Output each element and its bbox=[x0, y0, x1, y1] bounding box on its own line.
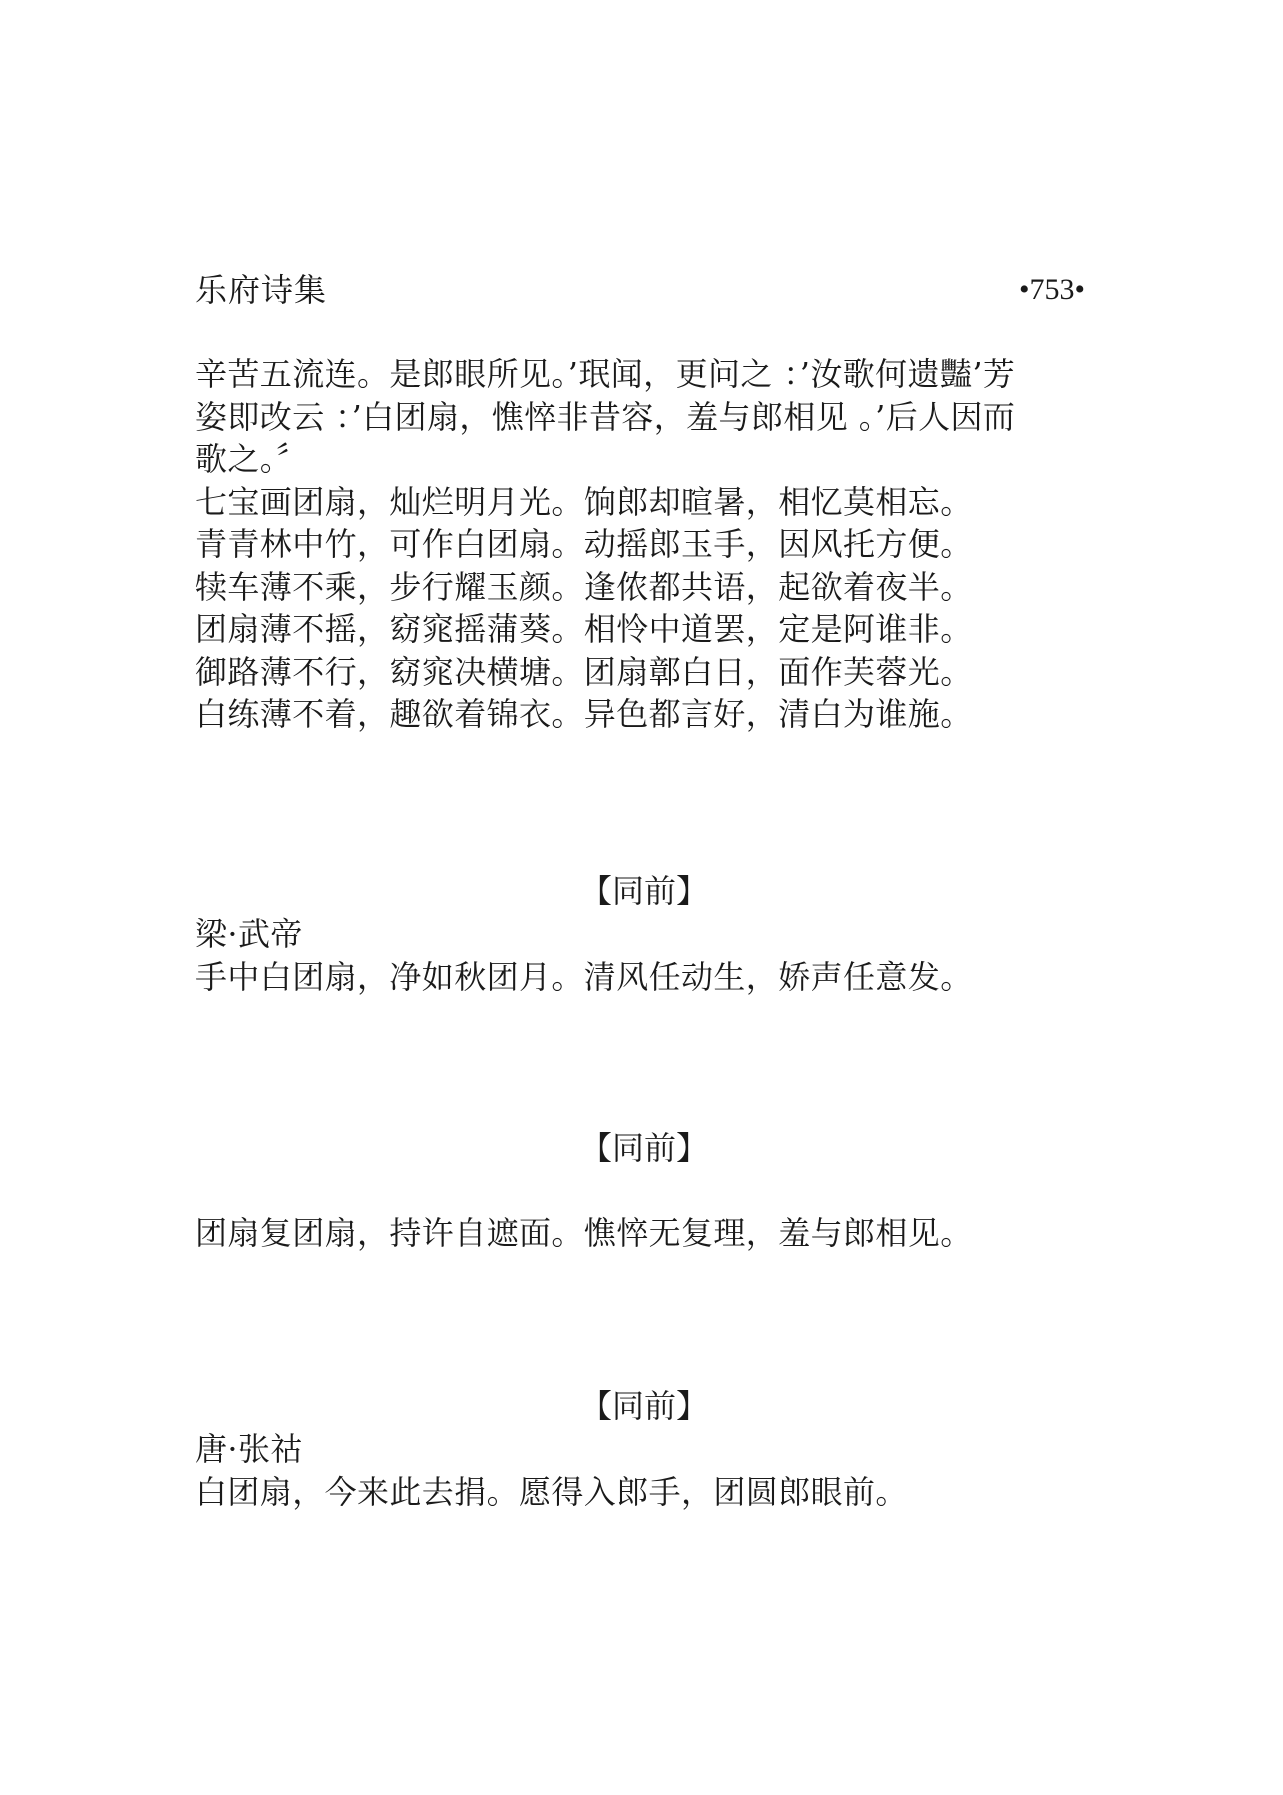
page-number: •753• bbox=[1018, 273, 1085, 306]
poem-line: 白练薄不着，趣欲着锦衣。异色都言好，清白为谁施。 bbox=[195, 695, 973, 733]
poem-line: 手中白团扇，净如秋团月。清风任动生，娇声任意发。 bbox=[195, 957, 973, 996]
poem-author: 梁·武帝 bbox=[195, 915, 303, 953]
poem-block bbox=[195, 1212, 1095, 1255]
text-line: 辛苦五流连。是郎眼所见。’珉闻，更问之 ：’汝歌何遗豔’芳 bbox=[195, 355, 1016, 393]
text-line: 歌之。〞 bbox=[195, 440, 309, 478]
page-header bbox=[195, 268, 1085, 312]
poem-line: 御路薄不行，窈窕决横塘。团扇鄣白日，面作芙蓉光。 bbox=[195, 652, 973, 691]
text-line: 姿即改云 ：’白团扇，憔悴非昔容，羞与郎相见 。’后人因而 bbox=[195, 397, 1016, 436]
poem-block bbox=[195, 913, 1095, 998]
poem-line: 七宝画团扇，灿烂明月光。饷郎却暄暑，相忆莫相忘。 bbox=[195, 482, 973, 521]
poem-block bbox=[195, 1428, 1095, 1513]
preface-and-poem-block bbox=[195, 353, 1095, 736]
poem-line: 团扇复团扇，持许自遮面。憔悴无复理，羞与郎相见。 bbox=[195, 1214, 973, 1252]
poem-line: 犊车薄不乘，步行耀玉颜。逢侬都共语，起欲着夜半。 bbox=[195, 567, 973, 606]
section-heading: 【同前】 bbox=[580, 1387, 709, 1425]
section-heading: 【同前】 bbox=[580, 872, 709, 910]
section-heading: 【同前】 bbox=[580, 1129, 709, 1167]
poem-line: 青青林中竹，可作白团扇。动摇郎玉手，因风托方便。 bbox=[195, 525, 973, 563]
poem-line: 白团扇，今来此去捐。愿得入郎手，团圆郎眼前。 bbox=[195, 1472, 908, 1511]
book-title: 乐府诗集 bbox=[195, 271, 328, 309]
poem-line: 团扇薄不摇，窈窕摇蒲葵。相怜中道罢，定是阿谁非。 bbox=[195, 610, 973, 648]
poem-author: 唐·张祜 bbox=[195, 1430, 303, 1468]
